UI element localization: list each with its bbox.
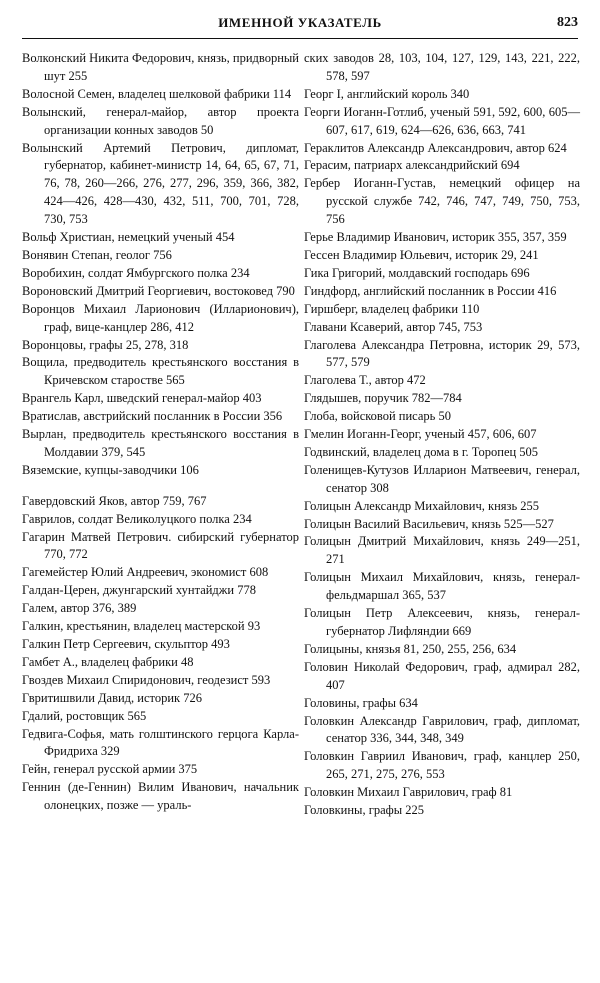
index-entry: Георги Иоганн-Готлиб, ученый 591, 592, 600, 605—607, 617, 619, 624—626, 636, 663, 741 (304, 104, 580, 137)
index-entry: Гавердовский Яков, автор 759, 767 (22, 493, 207, 508)
index-entry: Волконский Никита Федорович, князь, придворный шут 255 (22, 51, 299, 83)
index-entry: Гессен Владимир Юльевич, историк 29, 241 (304, 247, 539, 262)
index-entry: Голицын Дмитрий Михайлович, князь 249—251, 271 (304, 534, 580, 567)
index-entry: Галкин Петр Сергеевич, скульптор 493 (22, 637, 230, 651)
index-entry: Гиршберг, владелец фабрики 110 (304, 301, 480, 316)
index-entry: Глядышев, поручик 782—784 (304, 391, 462, 406)
running-header (22, 12, 578, 39)
index-entry: Гаврилов, солдат Великолуцкого полка 234 (22, 511, 252, 526)
index-entry: Годвинский, владелец дома в г. Торопец 505 (304, 444, 539, 459)
index-entry: Гейн, генерал русской армии 375 (22, 762, 198, 777)
index-entry: Голицын Александр Михайлович, князь 255 (304, 498, 540, 513)
index-entry: Голенищев-Кутузов Илларион Матвеевич, генерал, сенатор 308 (304, 462, 580, 495)
index-entry: Глоба, войсковой писарь 50 (304, 409, 452, 424)
index-entry: Голицын Петр Алексеевич, князь, генерал-губернатор Лифляндии 669 (304, 606, 580, 638)
index-entry: ских заводов 28, 103, 104, 127, 129, 143, 221, 222, 578, 597 (304, 51, 580, 83)
index-entry: Волынский, генерал-майор, автор проекта организации конных заводов 50 (22, 104, 299, 137)
index-entry: Голицыны, князья 81, 250, 255, 256, 634 (304, 641, 517, 656)
index-entry: Головкин Михаил Гаврилович, граф 81 (304, 785, 513, 800)
index-entry: Голицын Михаил Михайлович, князь, генерал-фельдмаршал 365, 537 (304, 570, 580, 603)
index-entry: Гагарин Матвей Петрович. сибирский губернатор 770, 772 (22, 529, 299, 562)
page-number: 823 (557, 15, 578, 30)
index-entry: Головины, графы 634 (304, 695, 418, 710)
page-title: ИМЕННОЙ УКАЗАТЕЛЬ (218, 15, 382, 30)
index-entry: Гедвига-Софья, мать голштинского герцога Карла-Фридриха 329 (22, 726, 299, 759)
index-entry: Гераклитов Александр Александрович, автор 624 (304, 140, 567, 155)
index-entry: Вонявин Степан, геолог 756 (22, 247, 172, 262)
index-entry: Главани Ксаверий, автор 745, 753 (304, 319, 483, 334)
index-entry: Гербер Иоганн-Густав, немецкий офицер на русской службе 742, 746, 747, 749, 750, 753, 756 (304, 176, 580, 227)
index-entry: Вратислав, австрийский посланник в России 356 (22, 409, 283, 424)
index-entry: Головкин Александр Гаврилович, граф, дипломат, сенатор 336, 344, 348, 349 (304, 713, 580, 746)
index-entry: Воронцов Михаил Ларионович (Илларионович), граф, вице-канцлер 286, 412 (22, 301, 299, 334)
index-entry: Галдан-Церен, джунгарский хунтайджи 778 (22, 583, 256, 598)
index-entry: Галкин, крестьянин, владелец мастерской 93 (22, 619, 261, 634)
index-entry: Геннин (де-Геннин) Вилим Иванович, начальник олонецких, позже — ураль- (22, 780, 299, 813)
index-entry: Вощила, предводитель крестьянского восстания в Кричевском старостве 565 (22, 355, 299, 388)
left-column (22, 50, 299, 815)
index-entry: Вырлан, предводитель крестьянского восстания в Молдавии 379, 545 (22, 427, 299, 459)
index-entry: Головин Николай Федорович, граф, адмирал 282, 407 (304, 659, 580, 692)
letter-section-gap (22, 480, 299, 493)
index-entry: Георг I, английский король 340 (304, 86, 470, 101)
index-entry: Галем, автор 376, 389 (22, 601, 137, 616)
index-entry: Воробихин, солдат Ямбургского полка 234 (22, 265, 250, 280)
index-entry: Волосной Семен, владелец шелковой фабрики 114 (22, 86, 292, 101)
index-entry: Глаголева Александра Петровна, историк 29, 573, 577, 579 (304, 337, 580, 370)
index-entry: Гиндфорд, английский посланник в России 416 (304, 283, 557, 298)
index-entry: Врангель Карл, шведский генерал-майор 403 (22, 391, 262, 406)
index-entry: Глаголева Т., автор 472 (304, 373, 426, 388)
index-entry: Вяземские, купцы-заводчики 106 (22, 462, 199, 477)
right-column (304, 50, 580, 820)
index-entry: Гика Григорий, молдавский господарь 696 (304, 265, 530, 280)
index-entry: Герасим, патриарх александрийский 694 (304, 158, 520, 173)
index-entry: Гдалий, ростовщик 565 (22, 708, 147, 723)
index-entry: Гагемейстер Юлий Андреевич, экономист 608 (22, 565, 269, 580)
index-entry: Вольф Христиан, немецкий ученый 454 (22, 230, 235, 245)
index-entry: Гвоздев Михаил Спиридонович, геодезист 593 (22, 672, 271, 687)
index-entry: Гмелин Иоганн-Георг, ученый 457, 606, 607 (304, 427, 537, 442)
index-entry: Вороновский Дмитрий Георгиевич, востоковед 790 (22, 283, 295, 298)
index-entry: Воронцовы, графы 25, 278, 318 (22, 337, 189, 352)
index-entry: Герье Владимир Иванович, историк 355, 357, 359 (304, 230, 567, 245)
index-entry: Головкин Гавриил Иванович, граф, канцлер 250, 265, 271, 275, 276, 553 (304, 749, 580, 782)
index-entry: Гвритишвили Давид, историк 726 (22, 690, 202, 705)
index-entry: Гамбет А., владелец фабрики 48 (22, 654, 194, 669)
index-entry: Головкины, графы 225 (304, 803, 425, 818)
index-entry: Волынский Артемий Петрович, дипломат, губернатор, кабинет-министр 14, 64, 65, 67, 71, 76, 78, 260—266, 276, 277, 296, 359, 366, 382, 424—426, 428—430, 432, 511, 700, 701, 728, 730, 753 (22, 140, 299, 227)
index-entry: Голицын Василий Васильевич, князь 525—527 (304, 516, 554, 531)
